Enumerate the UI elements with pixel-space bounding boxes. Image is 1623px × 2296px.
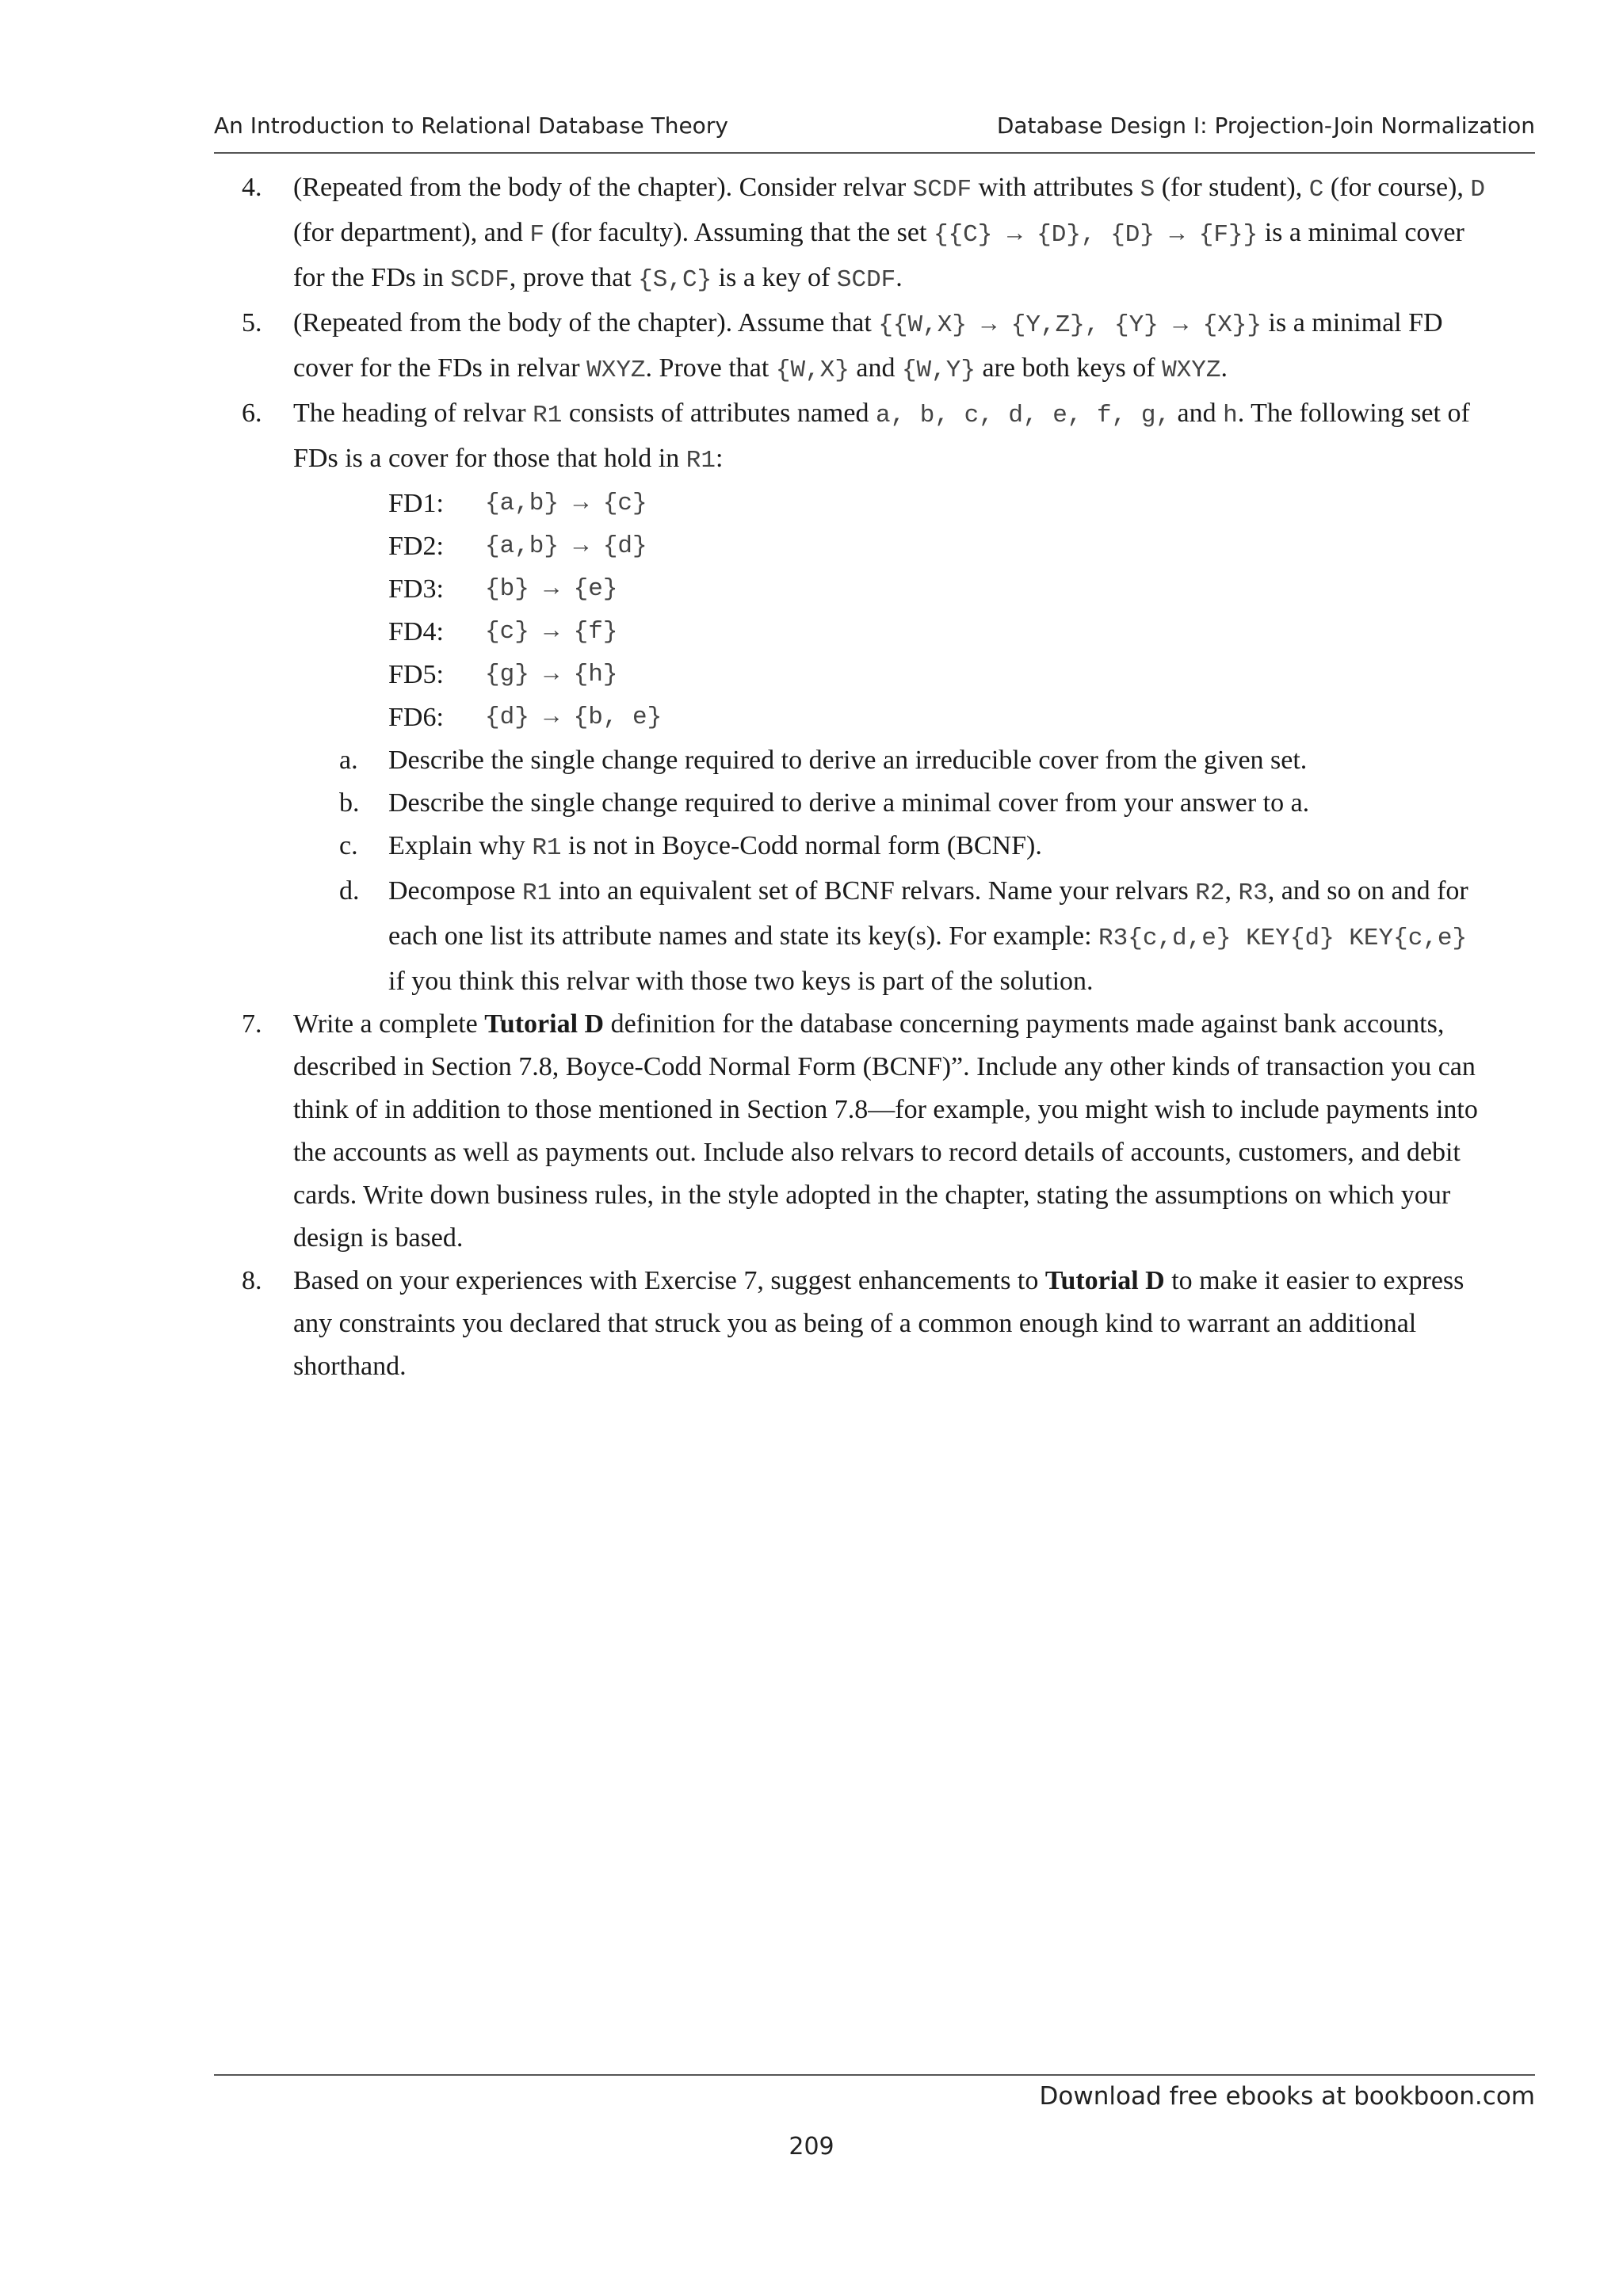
code: S [1140,176,1155,204]
page-number: 209 [789,2133,834,2161]
exercise-number: 4. [242,173,262,202]
fd-expression: {c} → {f} [485,618,618,646]
code: R3{c,d,e} KEY{d} KEY{c,e} [1098,925,1468,952]
code: R1 [522,879,552,907]
text: . The following set of FDs is a cover for those that hold in [293,399,1470,473]
exercise-6c [293,825,1488,870]
fd-expression: {a,b} → {d} [485,532,647,560]
code: R2 [1195,879,1225,907]
text: , prove that [509,263,639,292]
fd-row [388,696,1488,739]
text: (Repeated from the body of the chapter). Consider relvar [293,173,913,202]
code: R1 [685,447,716,475]
fd-row [388,654,1488,696]
code: a, b, c, d, e, f, g, [875,402,1171,429]
fd-row [388,525,1488,568]
exercise-4 [214,166,1488,302]
text: : [715,444,724,473]
exercise-list [214,166,1488,1388]
text: Explain why [388,831,533,860]
fd-expression: {b} → {e} [485,575,618,603]
text: (for faculty). Assuming that the set [544,218,934,247]
text: The heading of relvar [293,399,533,428]
code: {{W,X} → {Y,Z}, {Y} → {X}} [878,311,1262,339]
text: are both keys of [975,353,1163,383]
fd-row [388,482,1488,525]
text: Based on your experiences with Exercise 7, suggest enhancements to [293,1266,1045,1295]
footer-download-link[interactable]: Download free ebooks at bookboon.com [1039,2082,1535,2111]
fd-label: FD4: [388,617,444,646]
text: (Repeated from the body of the chapter). Assume that [293,308,879,338]
text: Describe the single change required to derive a minimal cover from your answer to a. [388,788,1310,818]
code: R3 [1238,879,1268,907]
text: consists of attributes named [562,399,876,428]
language-name: Tutorial D [484,1009,605,1039]
text: (for course), [1323,173,1471,202]
text: is not in Boyce-Codd normal form (BCNF). [561,831,1042,860]
exercise-number: 8. [242,1266,262,1295]
code: F [529,221,544,249]
exercise-6d [293,870,1488,1003]
fd-label: FD2: [388,532,444,561]
text: is a minimal cover for the FDs in [293,218,1465,292]
code: WXYZ [1162,357,1221,384]
footer-divider [214,2074,1535,2076]
text: to make it easier to express any constraints you declared that struck you as being of a common enough kind to warrant an additional shorthand. [293,1266,1465,1381]
code: SCDF [836,266,896,294]
text: into an equivalent set of BCNF relvars. Name your relvars [552,876,1196,906]
text: Write a complete [293,1009,485,1039]
text: with attributes [972,173,1140,202]
text: Describe the single change required to derive an irreducible cover from the given set. [388,746,1308,775]
exercise-5 [214,302,1488,392]
fd-label: FD1: [388,489,444,518]
code: SCDF [450,266,510,294]
sub-letter: a. [339,746,358,775]
fd-label: FD5: [388,660,444,689]
code: SCDF [912,176,972,204]
text: , and so on and for each one list its attribute names and state its key(s). For example: [388,876,1468,951]
text: and [849,353,902,383]
code: {S,C} [638,266,712,294]
sub-letter: d. [339,876,360,906]
text: (for student), [1155,173,1309,202]
code: WXYZ [586,357,646,384]
fd-list [388,482,1488,739]
fd-row [388,611,1488,654]
exercise-6 [214,392,1488,1003]
fd-label: FD3: [388,574,444,604]
text: is a key of [712,263,837,292]
fd-row [388,568,1488,611]
exercise-number: 6. [242,399,262,428]
header-book-title: An Introduction to Relational Database Theory [214,113,728,139]
sub-letter: b. [339,788,360,818]
exercise-7 [214,1003,1488,1260]
code: D [1470,176,1485,204]
code: R1 [532,834,562,862]
code: {{C} → {D}, {D} → {F}} [933,221,1258,249]
text: , [1224,876,1239,906]
text: definition for the database concerning payments made against bank accounts, described in Section 7.8, Boyce-Codd Normal Form (BCNF)”. Include any other kinds of transaction you can think of in addition to those mentioned in Section 7.8—for example, you might wish to include payments into the accounts as well as payments out. Include also relvars to record details of accounts, customers, and debit cards. Write down business rules, in the style adopted in the chapter, stating the assumptions on which your design is based. [293,1009,1478,1253]
code: h [1223,402,1238,429]
code: {W,X} [775,357,850,384]
text: . [1220,353,1228,383]
text: is a minimal FD cover for the FDs in relvar [293,308,1443,383]
exercise-number: 5. [242,308,262,338]
running-header [214,109,1535,154]
text: . [896,263,903,292]
exercise-6a [293,739,1488,782]
code: R1 [533,402,563,429]
header-chapter-title: Database Design I: Projection-Join Normalization [996,113,1535,139]
fd-expression: {a,b} → {c} [485,490,647,517]
exercise-6b [293,782,1488,825]
text: Decompose [388,876,523,906]
text: (for department), and [293,218,530,247]
code: C [1308,176,1324,204]
sub-letter: c. [339,831,358,860]
text: . Prove that [645,353,776,383]
fd-label: FD6: [388,703,444,732]
text: and [1170,399,1224,428]
fd-expression: {d} → {b, e} [485,704,663,731]
code: {W,Y} [901,357,976,384]
text: if you think this relvar with those two keys is part of the solution. [388,967,1094,996]
exercise-number: 7. [242,1009,262,1039]
fd-expression: {g} → {h} [485,661,618,688]
language-name: Tutorial D [1044,1266,1165,1295]
exercise-8 [214,1260,1488,1388]
